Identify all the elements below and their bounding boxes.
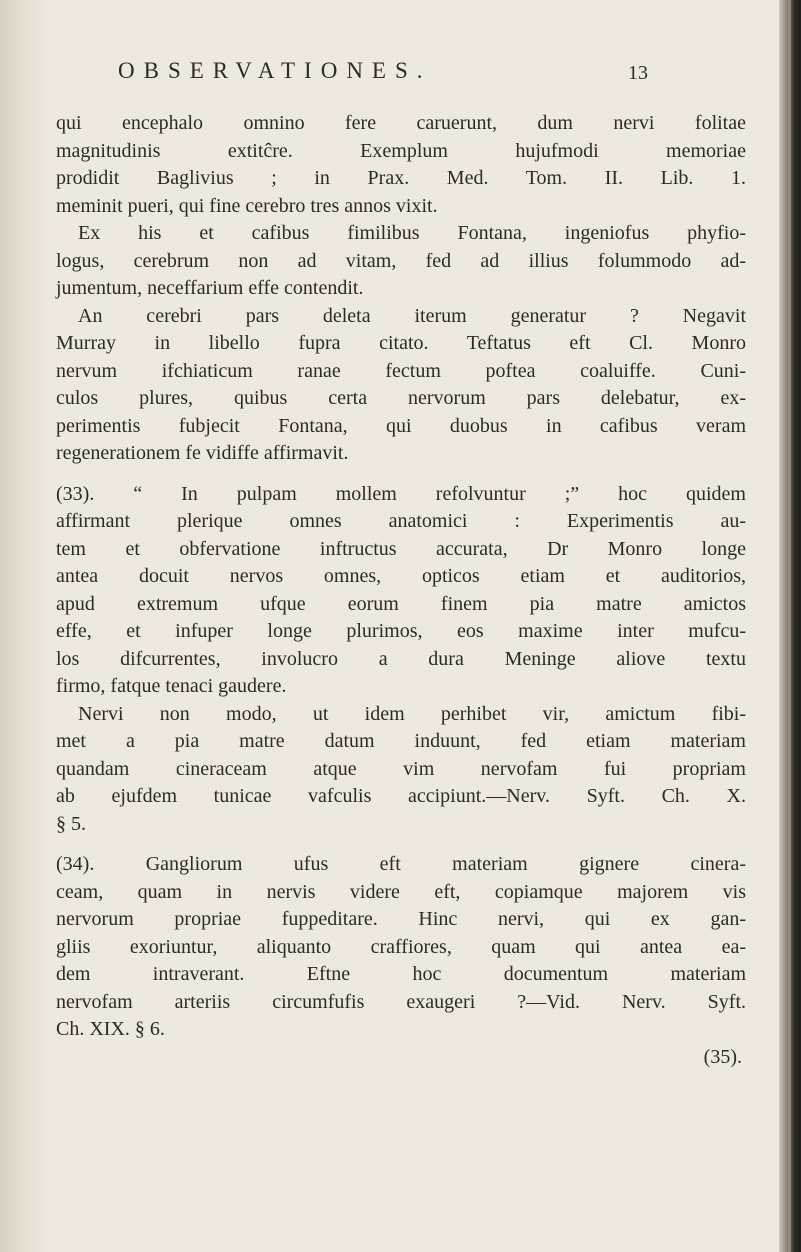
- text-line: jumentum, neceffarium effe contendit.: [56, 277, 364, 299]
- text-line: quandam cineraceam atque vim nervofam fui propriam: [56, 757, 746, 780]
- text-line: § 5.: [56, 812, 86, 835]
- text-line: logus, cerebrum non ad vitam, fed ad illius folummodo ad-: [56, 249, 746, 272]
- text-line: meminit pueri, qui fine cerebro tres annos vixit.: [56, 194, 438, 217]
- page-edge-highlight: [788, 0, 791, 1252]
- text-line: (33). “ In pulpam mollem refolvuntur ;” hoc quidem: [56, 482, 746, 505]
- text-line: ab ejufdem tunicae vafculis accipiunt.—Nerv. Syft. Ch. X.: [56, 785, 746, 807]
- text-line: An cerebri pars deleta iterum generatur ? Negavit: [78, 304, 746, 327]
- text-line: qui encephalo omnino fere caruerunt, dum nervi folitae: [56, 112, 746, 134]
- text-line: Ex his et cafibus fimilibus Fontana, ingeniofus phyfio-: [78, 222, 746, 244]
- text-line: Nervi non modo, ut idem perhibet vir, amictum fibi-: [78, 702, 746, 725]
- text-line: effe, et infuper longe plurimos, eos maxime inter mufcu-: [56, 620, 746, 642]
- running-head-title: OBSERVATIONES.: [118, 58, 432, 83]
- text-line: regenerationem fe vidiffe affirmavit.: [56, 442, 349, 464]
- paragraph-gap: [56, 838, 746, 851]
- text-line: magnitudinis extitĉre. Exemplum hujufmodi memoriae: [56, 139, 746, 162]
- text-line: firmo, fatque tenaci gaudere.: [56, 675, 287, 697]
- paragraph-gap: [56, 468, 746, 481]
- text-line: Ch. XIX. § 6.: [56, 1018, 165, 1040]
- text-line: prodidit Baglivius ; in Prax. Med. Tom. II. Lib. 1.: [56, 167, 746, 189]
- text-line: affirmant plerique omnes anatomici : Experimentis au-: [56, 510, 746, 532]
- text-line: perimentis fubjecit Fontana, qui duobus in cafibus veram: [56, 414, 746, 437]
- catchword: (35).: [703, 1045, 742, 1068]
- text-line: los difcurrentes, involucro a dura Meninge aliove textu: [56, 647, 746, 670]
- text-line: tem et obfervatione inftructus accurata, Dr Monro longe: [56, 537, 746, 560]
- text-line: nervum ifchiaticum ranae fectum poftea coaluiffe. Cuni-: [56, 359, 746, 382]
- text-line: met a pia matre datum induunt, fed etiam materiam: [56, 730, 746, 752]
- text-line: Murray in libello fupra citato. Teftatus eft Cl. Monro: [56, 332, 746, 354]
- text-line: culos plures, quibus certa nervorum pars delebatur, ex-: [56, 387, 746, 409]
- text-line: (34). Gangliorum ufus eft materiam gignere cinera-: [56, 853, 746, 875]
- text-line: ceam, quam in nervis videre eft, copiamque majorem vis: [56, 880, 746, 903]
- binding-shadow: [0, 0, 48, 1252]
- page-number: 13: [628, 62, 648, 84]
- text-line: nervorum propriae fuppeditare. Hinc nervi, qui ex gan-: [56, 908, 746, 930]
- text-line: gliis exoriuntur, aliquanto craffiores, quam qui antea ea-: [56, 935, 746, 958]
- body-text: [56, 110, 746, 1071]
- text-line: antea docuit nervos omnes, opticos etiam et auditorios,: [56, 565, 746, 587]
- text-line: dem intraverant. Eftne hoc documentum materiam: [56, 963, 746, 985]
- text-line: nervofam arteriis circumfufis exaugeri ?—Vid. Nerv. Syft.: [56, 990, 746, 1013]
- text-line: apud extremum ufque eorum finem pia matre amictos: [56, 592, 746, 615]
